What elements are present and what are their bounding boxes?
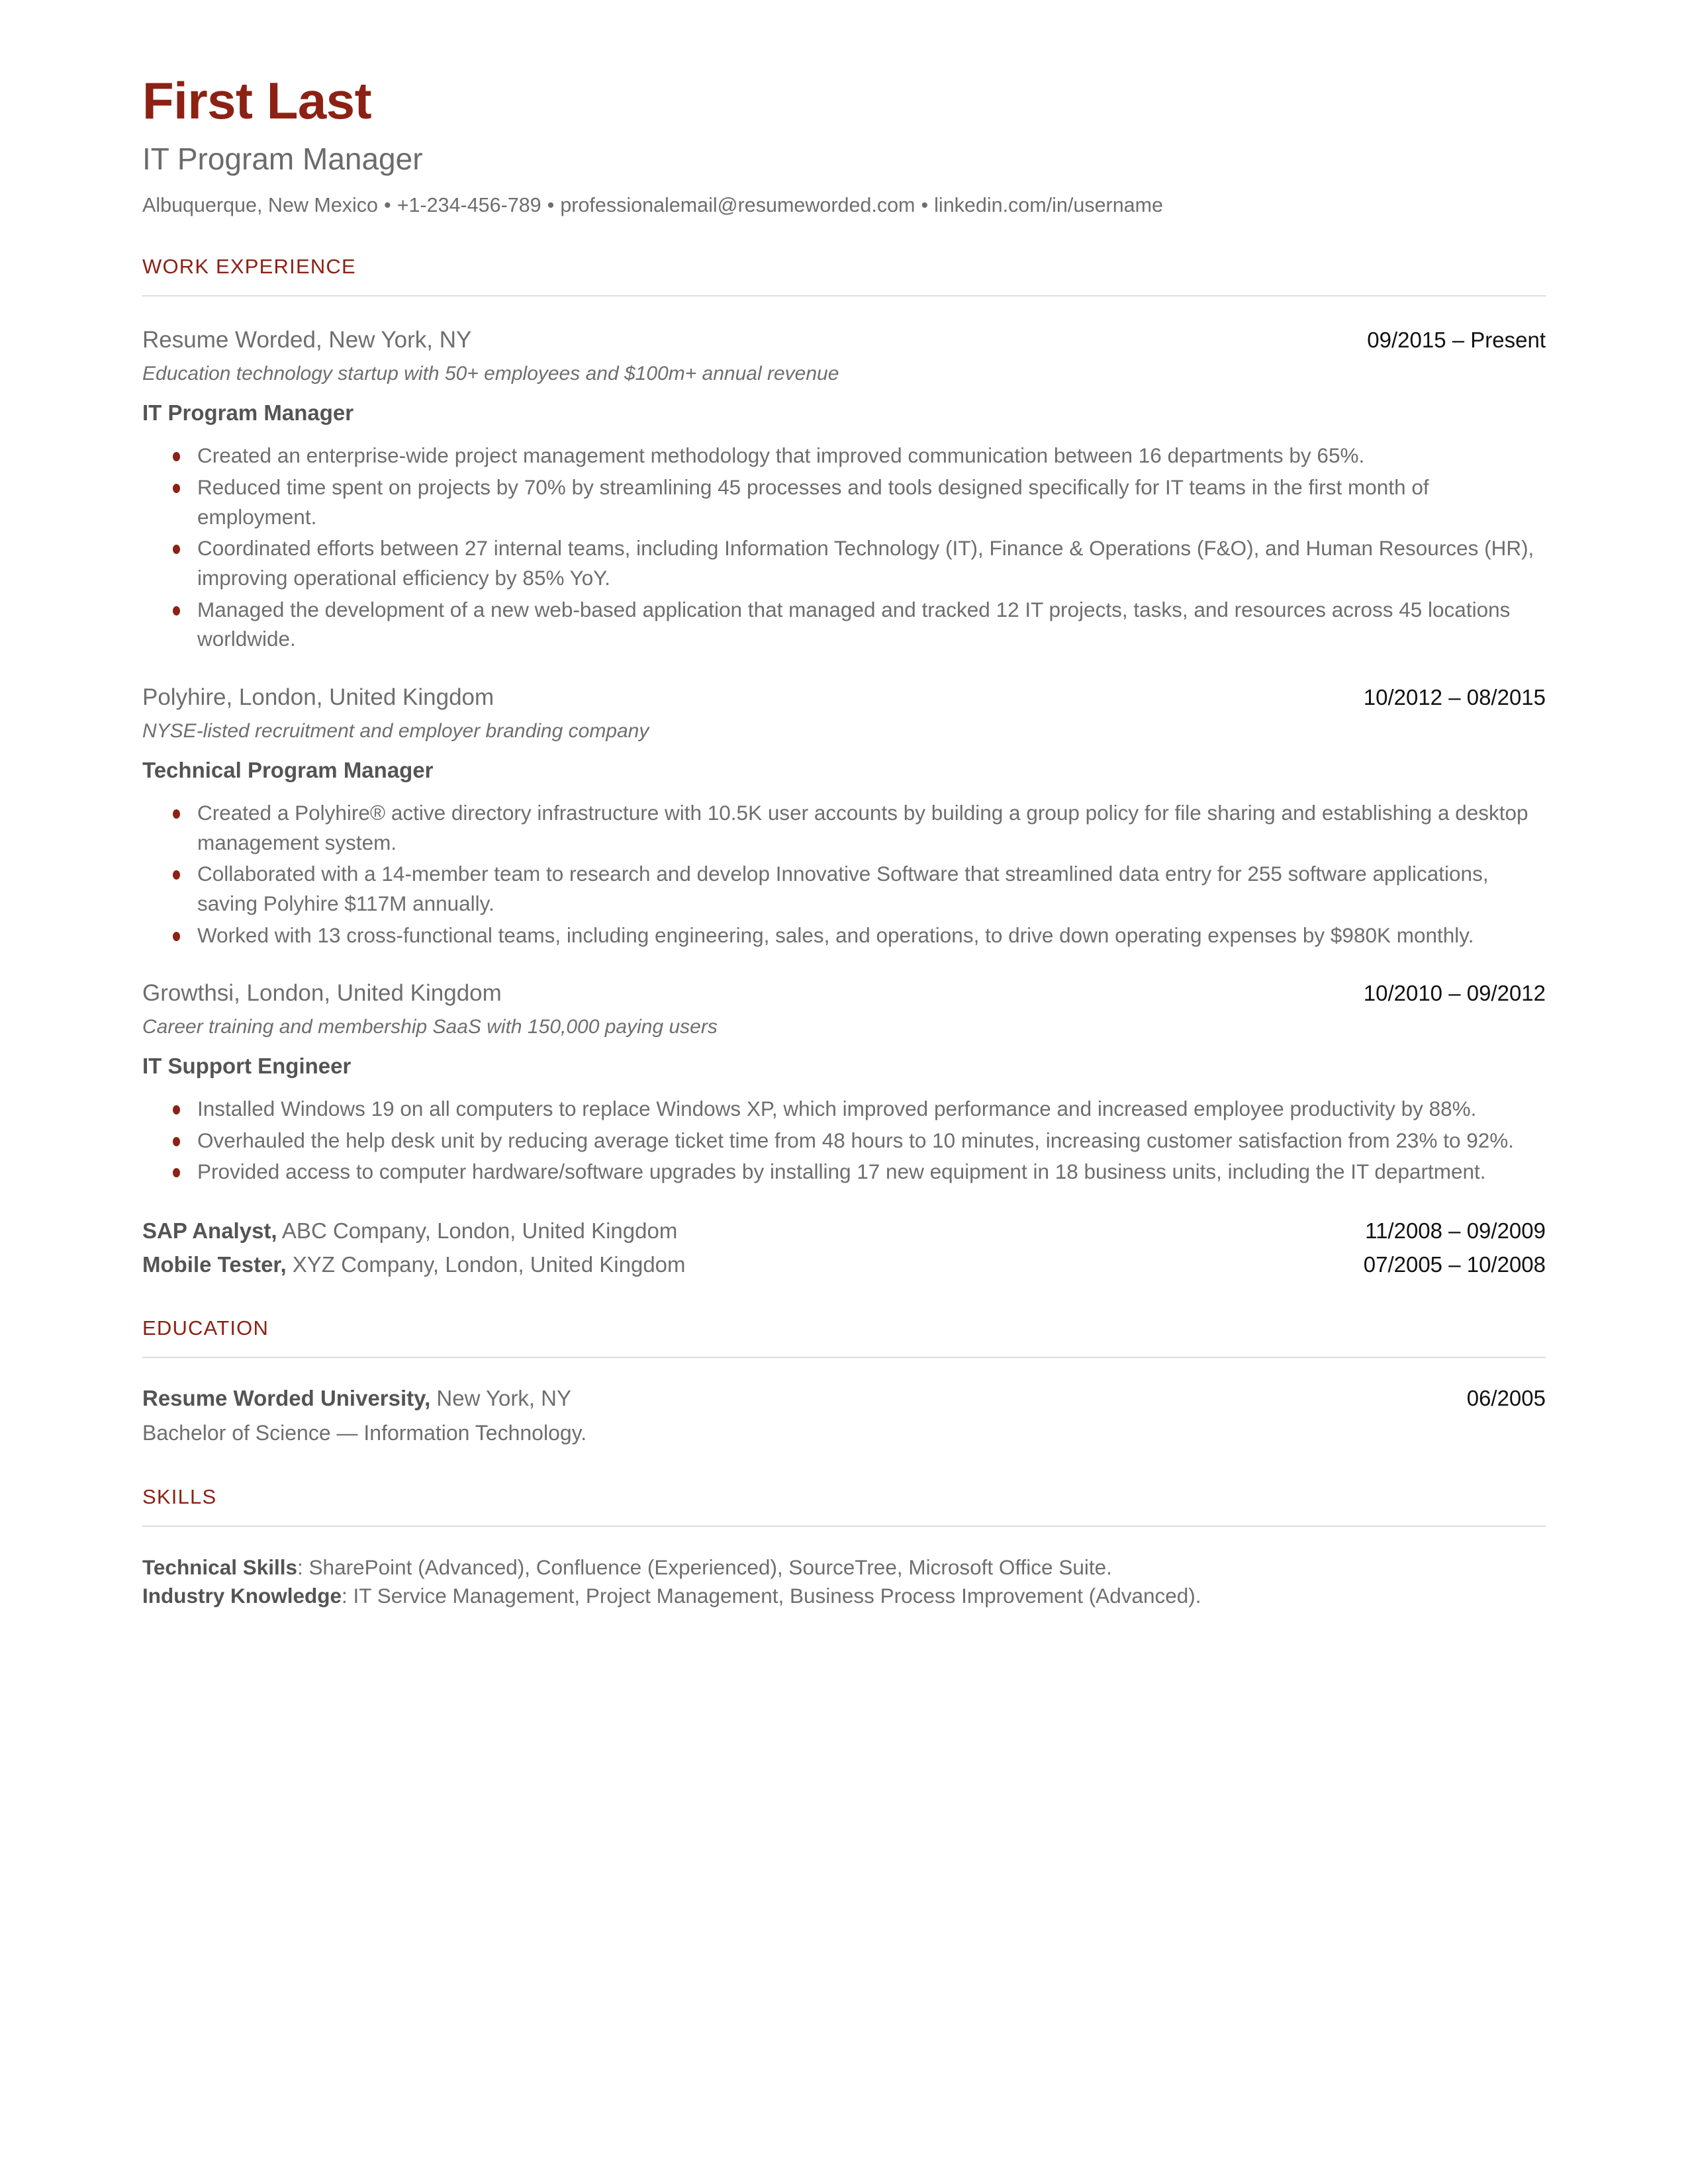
job-bullet-text: Overhauled the help desk unit by reducing average ticket time from 48 hours to 10 minutes, increasing customer satisfaction from 23% to 92%. bbox=[197, 1128, 1515, 1152]
job-bullet-text: Collaborated with a 14-member team to research and develop Innovative Software that streamlined data entry for 255 software applications, saving Polyhire $117M annually. bbox=[197, 862, 1489, 915]
job-bullet bbox=[142, 595, 1546, 654]
job-title: IT Support Engineer bbox=[142, 1054, 352, 1079]
short-job-entry bbox=[142, 1251, 1546, 1278]
short-job-organization: ABC Company, London, United Kingdom bbox=[277, 1218, 678, 1244]
skill-category-label: Industry Knowledge bbox=[142, 1584, 342, 1608]
job-bullet-list bbox=[142, 441, 1546, 654]
bullet-dot-icon bbox=[173, 1105, 180, 1115]
bullet-dot-icon bbox=[173, 484, 180, 493]
skills-body bbox=[142, 1553, 1546, 1611]
section-divider bbox=[142, 1525, 1546, 1527]
job-organization: Growthsi, London, United Kingdom bbox=[142, 980, 502, 1007]
section-skills bbox=[142, 1484, 1546, 1611]
candidate-name: First Last bbox=[142, 71, 372, 130]
job-bullet bbox=[142, 1126, 1546, 1156]
education-body bbox=[142, 1385, 1546, 1447]
job-header-row bbox=[142, 326, 1546, 355]
job-organization: Resume Worded, New York, NY bbox=[142, 327, 472, 353]
short-job-label bbox=[142, 1217, 677, 1244]
skill-line bbox=[142, 1553, 1546, 1582]
education-location: New York, NY bbox=[430, 1385, 572, 1410]
job-bullet bbox=[142, 1157, 1546, 1187]
bullet-dot-icon bbox=[173, 1168, 180, 1177]
job-organization: Polyhire, London, United Kingdom bbox=[142, 684, 494, 711]
job-bullet-text: Created an enterprise-wide project management methodology that improved communication between 16 departments by 65%. bbox=[197, 443, 1365, 468]
job-bullet bbox=[142, 473, 1546, 531]
section-education bbox=[142, 1316, 1546, 1447]
contact-separator-icon: • bbox=[384, 193, 391, 216]
job-bullet-text: Worked with 13 cross-functional teams, including engineering, sales, and operations, to drive down operating expenses by $980K monthly. bbox=[197, 923, 1474, 947]
section-divider bbox=[142, 295, 1546, 296]
skill-line bbox=[142, 1582, 1546, 1610]
education-date: 06/2005 bbox=[1466, 1385, 1546, 1410]
contact-linkedin[interactable]: linkedin.com/in/username bbox=[934, 193, 1163, 216]
job-bullet bbox=[142, 441, 1546, 471]
job-title: Technical Program Manager bbox=[142, 757, 434, 782]
job-header-row bbox=[142, 979, 1546, 1008]
job-company-blurb: NYSE-listed recruitment and employer branding company bbox=[142, 719, 649, 742]
short-job-row bbox=[142, 1217, 1546, 1244]
job-title: IT Program Manager bbox=[142, 400, 354, 426]
resume-header bbox=[142, 71, 1546, 217]
short-job-title: Mobile Tester, bbox=[142, 1252, 287, 1277]
job-dates: 10/2010 – 09/2012 bbox=[1363, 981, 1546, 1006]
job-bullet-text: Reduced time spent on projects by 70% by streamlining 45 processes and tools designed specifically for IT teams in the first month of employment. bbox=[197, 475, 1429, 529]
job-bullet-text: Managed the development of a new web-based application that managed and tracked 12 IT projects, tasks, and resources across 45 locations worldwide. bbox=[197, 597, 1511, 651]
job-header-row bbox=[142, 683, 1546, 712]
job-entry bbox=[142, 326, 1546, 654]
bullet-dot-icon bbox=[173, 870, 180, 880]
bullet-dot-icon bbox=[173, 452, 180, 461]
job-bullet-text: Installed Windows 19 on all computers to replace Windows XP, which improved performance and increased employee productivity by 88%. bbox=[197, 1097, 1477, 1121]
short-job-entry bbox=[142, 1217, 1546, 1244]
contact-separator-icon: • bbox=[921, 193, 929, 216]
section-divider bbox=[142, 1357, 1546, 1358]
job-bullet bbox=[142, 859, 1546, 918]
candidate-headline: IT Program Manager bbox=[142, 142, 423, 177]
bullet-dot-icon bbox=[173, 606, 180, 615]
skill-category-label: Technical Skills bbox=[142, 1555, 298, 1579]
short-job-label bbox=[142, 1251, 686, 1278]
section-work-experience bbox=[142, 254, 1546, 1278]
work-experience-body bbox=[142, 326, 1546, 1278]
job-bullet-text: Created a Polyhire® active directory infrastructure with 10.5K user accounts by building a group policy for file sharing and establishing a desktop management system. bbox=[197, 800, 1528, 854]
bullet-dot-icon bbox=[173, 932, 180, 941]
contact-phone[interactable]: +1-234-456-789 bbox=[397, 193, 541, 216]
job-bullet-text: Provided access to computer hardware/software upgrades by installing 17 new equipment in 18 business units, including the IT department. bbox=[197, 1160, 1486, 1184]
bullet-dot-icon bbox=[173, 809, 180, 819]
job-bullet bbox=[142, 798, 1546, 857]
job-entry bbox=[142, 979, 1546, 1187]
education-school: Resume Worded University, bbox=[142, 1385, 431, 1410]
job-bullet-list bbox=[142, 798, 1546, 950]
section-title-skills: SKILLS bbox=[142, 1484, 217, 1508]
education-entry bbox=[142, 1385, 1546, 1447]
job-bullet bbox=[142, 533, 1546, 592]
job-bullet-list bbox=[142, 1094, 1546, 1187]
contact-line bbox=[142, 193, 1546, 218]
short-job-row bbox=[142, 1251, 1546, 1278]
job-dates: 10/2012 – 08/2015 bbox=[1363, 685, 1546, 710]
job-entry bbox=[142, 683, 1546, 950]
job-company-blurb: Education technology startup with 50+ employees and $100m+ annual revenue bbox=[142, 363, 839, 385]
short-job-title: SAP Analyst, bbox=[142, 1218, 277, 1244]
bullet-dot-icon bbox=[173, 545, 180, 554]
job-bullet bbox=[142, 921, 1546, 950]
education-school-line bbox=[142, 1385, 571, 1412]
education-header-row bbox=[142, 1385, 1546, 1412]
section-title-education: EDUCATION bbox=[142, 1316, 269, 1340]
short-job-dates: 07/2005 – 10/2008 bbox=[1363, 1252, 1546, 1277]
contact-separator-icon: • bbox=[547, 193, 555, 216]
job-dates: 09/2015 – Present bbox=[1367, 328, 1546, 353]
education-degree: Bachelor of Science — Information Technology. bbox=[142, 1421, 587, 1445]
contact-email[interactable]: professionalemail@resumeworded.com bbox=[560, 193, 915, 216]
short-job-organization: XYZ Company, London, United Kingdom bbox=[286, 1252, 686, 1277]
skill-values: : IT Service Management, Project Management, Business Process Improvement (Advanced). bbox=[342, 1584, 1201, 1608]
job-bullet-text: Coordinated efforts between 27 internal teams, including Information Technology (IT), Finance & Operations (F&O), and Human Resources (HR), improving operational efficiency by 85% YoY. bbox=[197, 536, 1534, 590]
bullet-dot-icon bbox=[173, 1137, 180, 1146]
job-company-blurb: Career training and membership SaaS with 150,000 paying users bbox=[142, 1016, 718, 1038]
skill-values: : SharePoint (Advanced), Confluence (Experienced), SourceTree, Microsoft Office Suite. bbox=[297, 1555, 1112, 1579]
job-bullet bbox=[142, 1094, 1546, 1124]
short-job-dates: 11/2008 – 09/2009 bbox=[1365, 1218, 1546, 1244]
section-title-work-experience: WORK EXPERIENCE bbox=[142, 255, 356, 279]
contact-location: Albuquerque, New Mexico bbox=[142, 193, 379, 216]
